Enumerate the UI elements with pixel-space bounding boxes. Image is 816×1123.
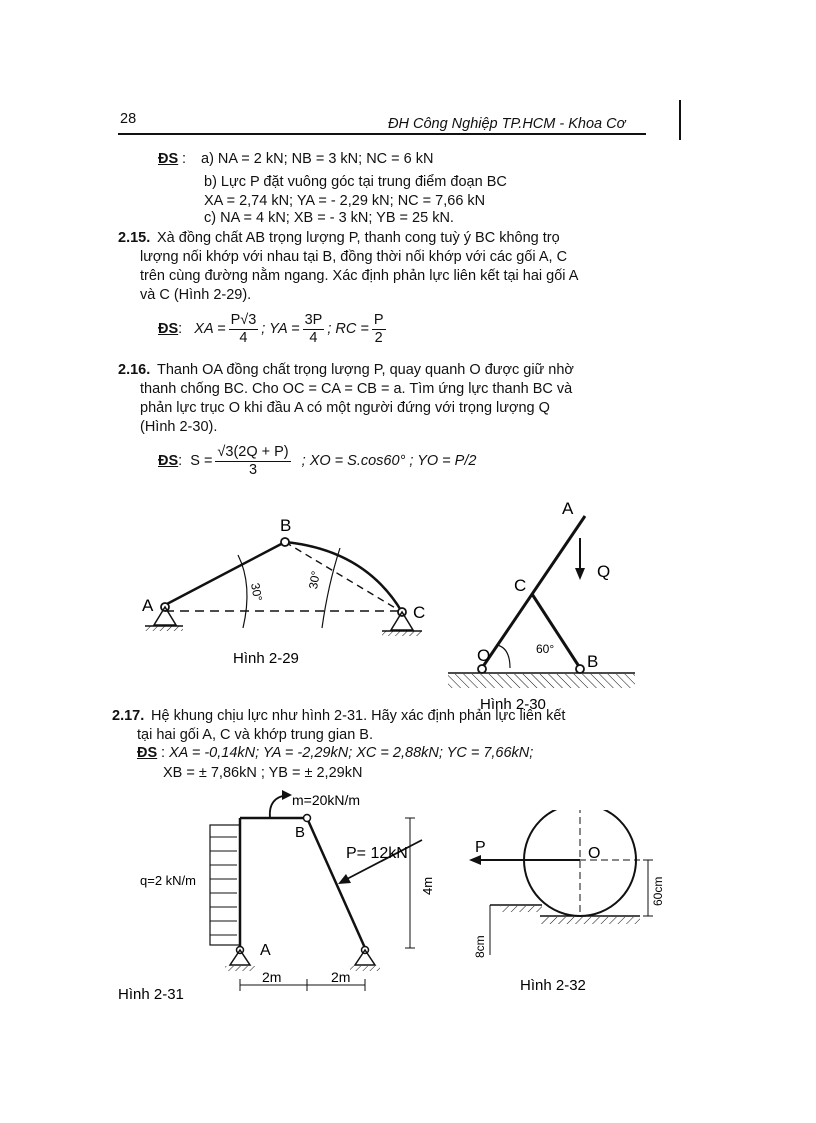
fig230-label-q: Q bbox=[597, 562, 611, 581]
fig231-label-a: A bbox=[260, 942, 271, 959]
moment-arrow bbox=[270, 795, 288, 818]
problem-216-line-1: Thanh OA đồng chất trọng lượng P, quay quanh O được giữ nhờ bbox=[157, 362, 574, 378]
answer-215-rc-lhs: ; RC = bbox=[327, 321, 369, 337]
ds-label-216: ĐS bbox=[158, 453, 179, 469]
problem-215-line-4: và C (Hình 2-29). bbox=[140, 287, 252, 303]
fig230-angle: 60° bbox=[536, 642, 555, 656]
fig229-label-b: B bbox=[280, 516, 292, 535]
answer-216-s-lhs: S = bbox=[190, 453, 213, 469]
fig231-moment: m=20kN/m bbox=[292, 792, 361, 808]
problem-215-line-2: lượng nối khớp với nhau tại B, đồng thời nối khớp với các gối A, C bbox=[140, 249, 568, 265]
answer-215-ya-num: 3P bbox=[304, 312, 323, 328]
figure-2-29 bbox=[130, 505, 440, 680]
pin-o bbox=[478, 665, 486, 673]
page-number: 28 bbox=[120, 111, 137, 127]
fig231-span1: 2m bbox=[262, 969, 282, 985]
margin-rule bbox=[679, 100, 681, 140]
fig229-angle-1: 30° bbox=[248, 581, 266, 603]
fig229-label-c: C bbox=[413, 603, 426, 622]
problem-number-217: 2.17. bbox=[112, 708, 145, 724]
fig231-label-b: B bbox=[295, 824, 306, 841]
distributed-load bbox=[210, 825, 240, 945]
fig230-caption: Hình 2-30 bbox=[480, 696, 546, 713]
problem-216-line-2: thanh chống BC. Cho OC = CA = CB = a. Tìm ứng lực thanh BC và bbox=[140, 381, 573, 397]
pin-b bbox=[576, 665, 584, 673]
curved-bar-bc bbox=[285, 542, 402, 612]
answer-215-ya-lhs: ; YA = bbox=[261, 321, 300, 337]
problem-215-line-3: trên cùng đường nằm ngang. Xác định phản lực liên kết tại hai gối A bbox=[140, 268, 579, 284]
fig231-span2: 2m bbox=[331, 969, 351, 985]
ds-label-215: ĐS bbox=[158, 321, 179, 337]
answer-216: ĐS : S = $\frac{√3(2Q + P)}{3}$ ; XO = S.cos60° ; YO = P/2 bbox=[158, 444, 477, 478]
problem-217-line-1: Hệ khung chịu lực như hình 2-31. Hãy xác định phản lực liên kết bbox=[151, 708, 566, 724]
answer-216-xo: ; XO = S.cos60° ; YO = P/2 bbox=[301, 453, 477, 469]
fig231-height: 4m bbox=[420, 876, 435, 895]
answer-215-ya-den: 4 bbox=[309, 330, 318, 346]
hinge-b bbox=[304, 815, 311, 822]
fig231-caption: Hình 2-31 bbox=[118, 986, 184, 1003]
answer-215-rc-den: 2 bbox=[374, 330, 383, 346]
problem-number-215: 2.15. bbox=[118, 230, 151, 246]
beam-ab bbox=[165, 542, 285, 605]
fig232-dim1: 60cm bbox=[651, 876, 665, 906]
problem-216-line-4: (Hình 2-30). bbox=[140, 419, 218, 435]
hinge-b bbox=[281, 538, 289, 546]
answer-216-s-num: √3(2Q + P) bbox=[217, 444, 289, 460]
answer-215-rc-num: P bbox=[373, 312, 384, 328]
header-rule bbox=[118, 133, 646, 135]
dashed-chord-bc bbox=[285, 542, 402, 612]
answer-217-line-1: XA = -0,14kN; YA = -2,29kN; XC = 2,88kN; YC = 7,66kN; bbox=[169, 745, 534, 761]
answer-216-s-den: 3 bbox=[248, 462, 258, 478]
fig232-caption: Hình 2-32 bbox=[520, 977, 586, 994]
running-header: ĐH Công Nghiệp TP.HCM - Khoa Cơ bbox=[388, 116, 626, 132]
fig229-caption: Hình 2-29 bbox=[233, 650, 299, 667]
answer-217-line-2: XB = ± 7,86kN ; YB = ± 2,29kN bbox=[163, 765, 363, 781]
prev-answer-c: c) NA = 4 kN; XB = - 3 kN; YB = 25 kN. bbox=[204, 210, 454, 226]
problem-number-216: 2.16. bbox=[118, 362, 151, 378]
fig229-label-a: A bbox=[142, 596, 154, 615]
fig232-dim2: 8cm bbox=[473, 935, 487, 958]
fig230-label-a: A bbox=[562, 499, 574, 518]
prev-answer-a: a) NA = 2 kN; NB = 3 kN; NC = 6 kN bbox=[201, 151, 434, 167]
fig232-label-p: P bbox=[475, 839, 486, 856]
answer-215: ĐS : XA = $\frac{P√3}{4}$ ; YA = $\frac{3P}{4}$ ; RC = $\frac{P}{2}$ bbox=[158, 312, 384, 346]
answer-215-xa-lhs: XA = bbox=[194, 321, 226, 337]
answer-215-xa-den: 4 bbox=[239, 330, 248, 346]
figure-2-30 bbox=[440, 498, 650, 713]
prev-answer-b1: b) Lực P đặt vuông góc tại trung điểm đoạn BC bbox=[204, 174, 507, 190]
fig230-label-c: C bbox=[514, 576, 527, 595]
fig231-force-p: P= 12kN bbox=[346, 845, 408, 862]
fig231-load-q: q=2 kN/m bbox=[140, 873, 196, 888]
bar-cb bbox=[532, 594, 580, 668]
ds-label-prev: ĐS bbox=[158, 151, 179, 167]
angle-arc bbox=[497, 645, 510, 668]
answer-215-xa-num: P√3 bbox=[230, 312, 257, 328]
fig230-label-o: O bbox=[477, 646, 491, 665]
ds-label-217: ĐS bbox=[137, 745, 158, 761]
fig232-label-o: O bbox=[588, 845, 601, 862]
prev-answer-b2: XA = 2,74 kN; YA = - 2,29 kN; NC = 7,66 kN bbox=[204, 193, 486, 209]
problem-217-line-2: tại hai gối A, C và khớp trung gian B. bbox=[137, 727, 374, 743]
angle-arc-2 bbox=[322, 548, 340, 628]
problem-216-line-3: phản lực trục O khi đầu A có một người đứng với trọng lượng Q bbox=[140, 400, 550, 416]
fig229-angle-2: 30° bbox=[306, 569, 324, 591]
inclined-member-bc bbox=[307, 818, 365, 948]
problem-215-line-1: Xà đồng chất AB trọng lượng P, thanh cong tuỳ ý BC không trọ bbox=[157, 230, 560, 246]
figure-2-31 bbox=[110, 785, 450, 1005]
fig230-label-b: B bbox=[587, 652, 599, 671]
figure-2-32 bbox=[460, 810, 670, 1000]
